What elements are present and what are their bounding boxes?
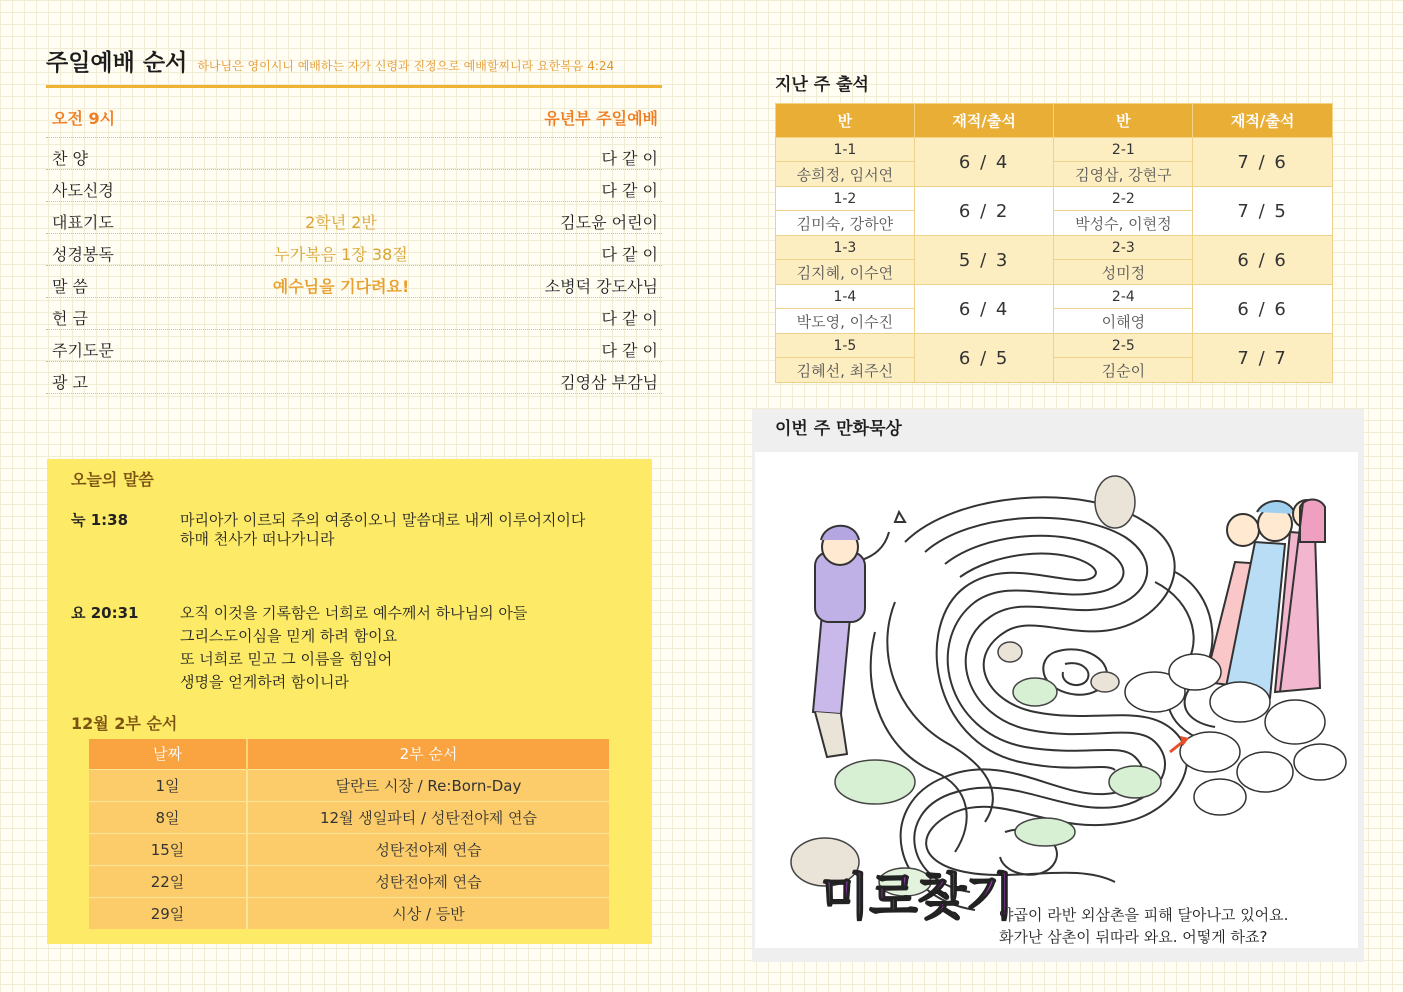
verse-ref: 눅 1:38 xyxy=(71,511,129,529)
class-number: 2-5 xyxy=(1054,334,1193,358)
service-row xyxy=(46,202,662,234)
service-label: 성경봉독 xyxy=(52,245,114,264)
service-label: 헌 금 xyxy=(52,309,88,328)
service-label: 대표기도 xyxy=(52,213,114,232)
teacher-names: 성미정 xyxy=(1054,260,1193,285)
attendance-header-class: 반 xyxy=(776,104,915,138)
service-row xyxy=(46,298,662,330)
worship-verse: 하나님은 영이시니 예배하는 자가 신령과 진정으로 예배할찌니라 요한복음 4:24 xyxy=(197,59,615,73)
service-leader: 김도윤 어린이 xyxy=(560,213,658,232)
teacher-names: 김순이 xyxy=(1054,358,1193,383)
teacher-names: 박성수, 이현정 xyxy=(1054,211,1193,236)
class-number: 1-4 xyxy=(776,285,915,309)
attendance-header-ratio: 재적/출석 xyxy=(1193,104,1333,138)
service-detail: 2학년 2반 xyxy=(305,213,377,232)
verse-text xyxy=(180,509,585,551)
schedule-date: 15일 xyxy=(89,833,247,865)
service-row xyxy=(46,234,662,266)
schedule-program: 성탄전야제 연습 xyxy=(247,865,609,897)
verse-line: 그리스도이심을 믿게 하려 함이요 xyxy=(180,627,398,645)
class-number: 1-3 xyxy=(776,236,915,260)
verse-line: 하매 천사가 떠나가니라 xyxy=(180,530,335,548)
attendance-body xyxy=(776,138,1333,383)
teacher-names: 김혜선, 최주신 xyxy=(776,358,915,383)
service-leader: 소병덕 강도사님 xyxy=(544,277,658,296)
service-label: 말 씀 xyxy=(52,277,88,296)
service-label: 주기도문 xyxy=(52,341,114,360)
class-number: 1-1 xyxy=(776,138,915,162)
service-time: 오전 9시 xyxy=(52,109,116,128)
schedule-header-program: 2부 순서 xyxy=(247,739,609,769)
attendance-header-class: 반 xyxy=(1054,104,1193,138)
verse-text xyxy=(180,602,527,694)
schedule-date: 29일 xyxy=(89,897,247,929)
schedule-date: 22일 xyxy=(89,865,247,897)
teacher-names: 김미숙, 강하얀 xyxy=(776,211,915,236)
enrolled-attended: 6 / 6 xyxy=(1193,236,1333,285)
attendance-title: 지난 주 출석 xyxy=(775,75,869,95)
attendance-row xyxy=(776,138,1333,162)
service-row xyxy=(46,362,662,394)
worship-title: 주일예배 순서 xyxy=(46,50,188,76)
attendance-row xyxy=(776,334,1333,358)
schedule-row xyxy=(89,769,609,801)
word-title: 오늘의 말씀 xyxy=(71,470,154,489)
class-number: 2-1 xyxy=(1054,138,1193,162)
attendance-row xyxy=(776,236,1333,260)
attendance-header-ratio: 재적/출석 xyxy=(914,104,1054,138)
service-row xyxy=(46,170,662,202)
service-label: 사도신경 xyxy=(52,181,114,200)
schedule-row xyxy=(89,865,609,897)
service-leader: 김영삼 부감님 xyxy=(560,373,658,392)
enrolled-attended: 6 / 6 xyxy=(1193,285,1333,334)
schedule-row xyxy=(89,833,609,865)
service-rows xyxy=(46,138,662,394)
enrolled-attended: 7 / 6 xyxy=(1193,138,1333,187)
todays-word-panel xyxy=(47,459,652,944)
enrolled-attended: 6 / 5 xyxy=(914,334,1054,383)
service-dept: 유년부 주일예배 xyxy=(544,109,658,128)
teacher-names: 김지혜, 이수연 xyxy=(776,260,915,285)
maze-comic-image xyxy=(755,452,1358,948)
service-label: 찬 양 xyxy=(52,149,88,168)
maze-title: 미로찾기 xyxy=(821,868,1015,926)
class-number: 1-5 xyxy=(776,334,915,358)
schedule-date: 1일 xyxy=(89,769,247,801)
verse-line: 오직 이것을 기록함은 너희로 예수께서 하나님의 아들 xyxy=(180,604,528,622)
service-detail: 예수님을 기다려요! xyxy=(272,277,410,296)
attendance-row xyxy=(776,187,1333,211)
schedule-date: 8일 xyxy=(89,801,247,833)
enrolled-attended: 7 / 5 xyxy=(1193,187,1333,236)
comic-section xyxy=(752,409,1364,962)
enrolled-attended: 7 / 7 xyxy=(1193,334,1333,383)
schedule-body xyxy=(89,769,609,929)
class-number: 2-4 xyxy=(1054,285,1193,309)
attendance-table xyxy=(775,103,1333,383)
service-detail: 누가복음 1장 38절 xyxy=(274,245,408,264)
verse-line: 생명을 얻게하려 함이니라 xyxy=(180,673,349,691)
caption-line: 화가난 삼촌이 뒤따라 와요. 어떻게 하죠? xyxy=(999,928,1268,946)
comic-title: 이번 주 만화묵상 xyxy=(775,419,902,439)
schedule-row xyxy=(89,897,609,929)
schedule-program: 달란트 시장 / Re:Born-Day xyxy=(247,769,609,801)
service-leader: 다 같 이 xyxy=(601,181,658,200)
class-number: 2-2 xyxy=(1054,187,1193,211)
comic-caption xyxy=(999,904,1288,948)
schedule-program: 성탄전야제 연습 xyxy=(247,833,609,865)
worship-order-section xyxy=(46,44,662,394)
schedule-program: 시상 / 등반 xyxy=(247,897,609,929)
teacher-names: 김영삼, 강현구 xyxy=(1054,162,1193,187)
schedule-header-date: 날짜 xyxy=(89,739,247,769)
verse-ref: 요 20:31 xyxy=(71,604,139,622)
schedule-program: 12월 생일파티 / 성탄전야제 연습 xyxy=(247,801,609,833)
class-number: 2-3 xyxy=(1054,236,1193,260)
service-label: 광 고 xyxy=(52,373,88,392)
service-row xyxy=(46,330,662,362)
service-leader: 다 같 이 xyxy=(601,309,658,328)
schedule-header-row xyxy=(89,739,609,769)
schedule-row xyxy=(89,801,609,833)
maze-illustration xyxy=(755,452,1358,948)
enrolled-attended: 5 / 3 xyxy=(914,236,1054,285)
service-header xyxy=(46,98,662,138)
attendance-header-row xyxy=(776,104,1333,138)
teacher-names: 송희정, 임서연 xyxy=(776,162,915,187)
attendance-row xyxy=(776,285,1333,309)
schedule-title: 12월 2부 순서 xyxy=(71,714,178,733)
attendance-section xyxy=(752,48,1364,410)
enrolled-attended: 6 / 2 xyxy=(914,187,1054,236)
caption-line: 야곱이 라반 외삼촌을 피해 달아나고 있어요. xyxy=(999,906,1289,924)
teacher-names: 박도영, 이수진 xyxy=(776,309,915,334)
verse-line: 마리아가 이르되 주의 여종이오니 말씀대로 내게 이루어지이다 xyxy=(180,511,586,529)
service-row xyxy=(46,266,662,298)
enrolled-attended: 6 / 4 xyxy=(914,138,1054,187)
class-number: 1-2 xyxy=(776,187,915,211)
worship-title-row xyxy=(46,44,662,88)
service-leader: 다 같 이 xyxy=(601,341,658,360)
schedule-table xyxy=(89,739,609,929)
service-leader: 다 같 이 xyxy=(601,149,658,168)
verse-line: 또 너희로 믿고 그 이름을 힘입어 xyxy=(180,650,393,668)
service-row xyxy=(46,138,662,170)
service-leader: 다 같 이 xyxy=(601,245,658,264)
enrolled-attended: 6 / 4 xyxy=(914,285,1054,334)
teacher-names: 이해영 xyxy=(1054,309,1193,334)
